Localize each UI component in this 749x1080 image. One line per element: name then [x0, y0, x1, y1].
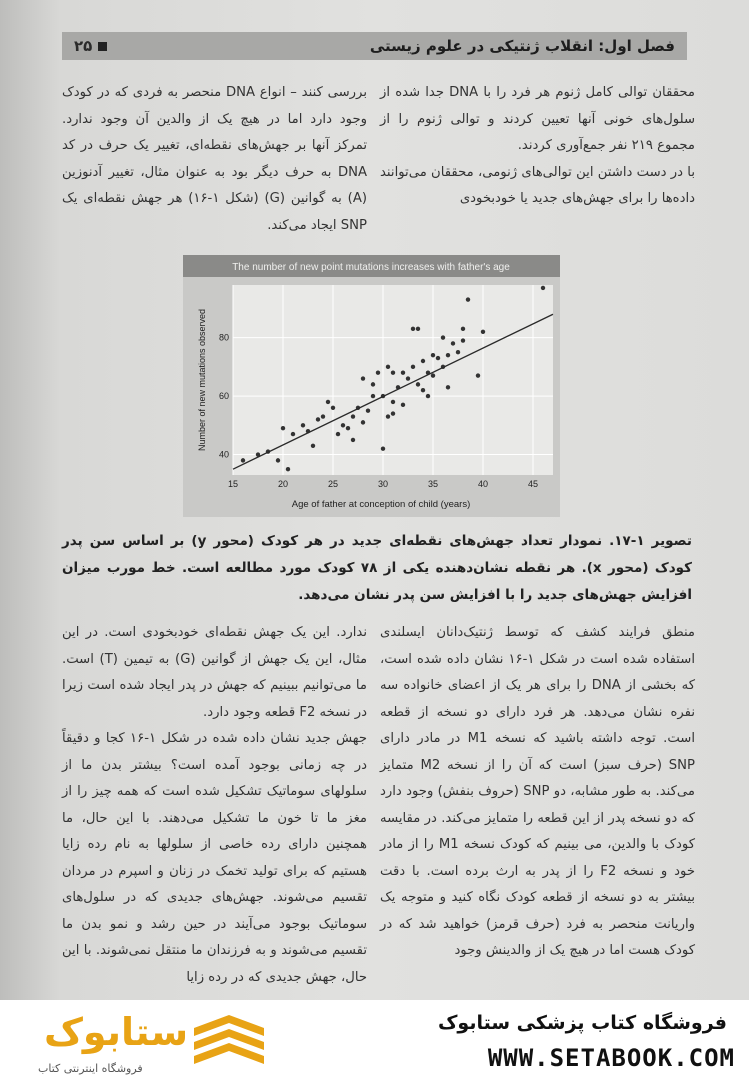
- data-point: [481, 330, 485, 334]
- data-point: [431, 373, 435, 377]
- data-point: [416, 327, 420, 331]
- data-point: [416, 382, 420, 386]
- data-point: [276, 458, 280, 462]
- logo-subtitle: فروشگاه اینترنتی کتاب: [38, 1062, 143, 1075]
- chapter-title: فصل اول: انقلاب ژنتیکی در علوم زیستی: [369, 37, 675, 55]
- data-point: [411, 365, 415, 369]
- data-point: [421, 388, 425, 392]
- data-point: [281, 426, 285, 430]
- x-tick-label: 25: [327, 479, 339, 489]
- data-point: [301, 423, 305, 427]
- data-point: [421, 359, 425, 363]
- store-banner: [0, 1000, 749, 1080]
- data-point: [361, 420, 365, 424]
- x-tick-label: 20: [277, 479, 289, 489]
- data-point: [346, 426, 350, 430]
- data-point: [466, 297, 470, 301]
- data-point: [391, 370, 395, 374]
- paragraph: محققان توالی کامل ژنوم هر فرد را با DNA جدا شده از سلول‌های خونی آنها تعیین کردند و توالی ژنوم را از مجموع ۲۱۹ نفر جمع‌آوری کردند.: [380, 85, 695, 153]
- data-point: [441, 335, 445, 339]
- data-point: [391, 411, 395, 415]
- data-point: [411, 327, 415, 331]
- data-point: [321, 414, 325, 418]
- data-point: [461, 338, 465, 342]
- x-tick-label: 35: [427, 479, 439, 489]
- data-point: [381, 446, 385, 450]
- logo-wordmark: ستابوک: [44, 1010, 189, 1054]
- figure-caption: تصویر ۱-۱۷. نمودار تعداد جهش‌های نقطه‌ای جدید در هر کودک (محور y) بر اساس سن پدر کودک (محور x). هر نقطه نشان‌دهنده یکی از ۷۸ کودک مورد مطالعه است. خط مورب میزان افزایش جهش‌های جدید را با افزایش سن پدر نشان می‌دهد.: [62, 533, 692, 603]
- data-point: [311, 444, 315, 448]
- data-point: [351, 414, 355, 418]
- data-point: [331, 406, 335, 410]
- paragraph: با در دست داشتن این توالی‌های ژنومی، محققان می‌توانند داده‌ها را برای جهش‌های جدید یا خودبخودی: [380, 164, 695, 206]
- x-tick-label: 40: [477, 479, 489, 489]
- paragraph: جهش جدید نشان داده شده در شکل ۱-۱۶ کجا و دقیقاً در چه زمانی بوجود آمده است؟ بیشتر بدن ما از سلولهای سوماتیک تشکیل شده است که همه چیز را از مغز ما تا خون ما تشکیل می‌دهند. با این حال، ما همچنین دارای رده خاصی از سلولها به نام رده زایا هستیم که برای تولید تخمک در زنان و اسپرم در مردان تقسیم می‌شوند. جهش‌های جدیدی که در سلول‌های سوماتیک بوجود می‌آیند در حین رشد و نمو بدن ما تقسیم می‌شوند و به فرزندان ما منتقل نمی‌شوند. با این حال، جهش جدیدی که در رده زایا: [62, 731, 367, 985]
- page-number: ۲۵: [74, 37, 93, 55]
- data-point: [461, 327, 465, 331]
- data-point: [291, 432, 295, 436]
- y-tick-label: 60: [218, 391, 229, 402]
- book-chevron-icon: [184, 1010, 274, 1070]
- data-point: [326, 400, 330, 404]
- data-point: [456, 350, 460, 354]
- page-header: [62, 32, 687, 60]
- x-tick-label: 45: [527, 479, 539, 489]
- page-number-group: [74, 37, 107, 55]
- data-point: [351, 438, 355, 442]
- data-point: [386, 365, 390, 369]
- x-axis-label: Age of father at conception of child (years): [291, 499, 471, 510]
- data-point: [336, 432, 340, 436]
- store-url[interactable]: WWW.SETABOOK.COM: [487, 1044, 735, 1072]
- data-point: [406, 376, 410, 380]
- data-point: [366, 408, 370, 412]
- data-point: [371, 382, 375, 386]
- paragraph: منطق فرایند کشف که توسط ژنتیک‌دانان ایسلندی استفاده شده است در شکل ۱-۱۶ نشان داده شده است، که بخشی از DNA را برای هر یک از اعضای خانواده سه نفره نشان می‌دهد. هر فرد دارای دو نسخه از قطعه است. توجه داشته باشید که نسخه M1 در مادر دارای SNP (حرف سبز) است که آن را از نسخه M2 متمایز می‌کند. به طور مشابه، دو SNP (حروف بنفش) وجود دارد که دو نسخه پدر از این قطعه را متمایز می‌کند. در مقایسه کودک با والدین، می بینیم که کودک نسخه M1 را از مادر خود و نسخه F2 را از پدر به ارث برده است. با دقت بیشتر به دو نسخه از قطعه کودک نگاه کنید و متوجه یک واریانت منحصر به فرد (حرف قرمز) خواهید شد که در کودک هست اما در هیچ یک از والدینش وجود: [380, 625, 695, 958]
- data-point: [446, 385, 450, 389]
- y-tick-label: 40: [218, 449, 229, 460]
- scatter-chart: [183, 255, 560, 517]
- data-point: [436, 356, 440, 360]
- y-axis-label: Number of new mutations observed: [197, 308, 207, 452]
- data-point: [476, 373, 480, 377]
- column-bottom-left: [62, 620, 367, 991]
- data-point: [316, 417, 320, 421]
- data-point: [341, 423, 345, 427]
- chart-title: The number of new point mutations increases with father's age: [232, 262, 510, 273]
- paragraph: ندارد. این یک جهش نقطه‌ای خودبخودی است. در این مثال، این یک جهش از گوانین (G) به تیمین (T) است. ما می‌توانیم ببینیم که جهش در پدر ایجاد شده است زیرا در نسخه F2 قطعه وجود دارد.: [62, 625, 368, 720]
- data-point: [241, 458, 245, 462]
- y-tick-label: 80: [218, 332, 229, 343]
- data-point: [401, 370, 405, 374]
- data-point: [361, 376, 365, 380]
- paragraph: بررسی کنند – انواع DNA منحصر به فردی که در کودک وجود دارد اما در هیچ یک از والدین آن وجود ندارد. تمرکز آنها بر جهش‌های نقطه‌ای، تغییر یک حرف در کد DNA به حرف دیگر بود به عنوان مثال، تغییر آدنوزین (A) به گوانین (G) (شکل ۱-۱۶) هر جهش نقطه‌ای یک SNP ایجاد می‌کند.: [62, 85, 367, 233]
- store-logo[interactable]: [14, 1008, 294, 1075]
- data-point: [426, 394, 430, 398]
- data-point: [541, 286, 545, 290]
- data-point: [386, 414, 390, 418]
- data-point: [451, 341, 455, 345]
- data-point: [401, 403, 405, 407]
- data-point: [431, 353, 435, 357]
- data-point: [286, 467, 290, 471]
- data-point: [446, 353, 450, 357]
- store-name: فروشگاه کتاب پزشکی ستابوک: [437, 1012, 727, 1034]
- scatter-figure: [183, 255, 560, 517]
- x-tick-label: 15: [227, 479, 239, 489]
- x-tick-label: 30: [377, 479, 389, 489]
- column-top-right: [380, 80, 695, 213]
- column-top-left: [62, 80, 367, 239]
- data-point: [376, 370, 380, 374]
- square-marker-icon: [98, 42, 107, 51]
- data-point: [371, 394, 375, 398]
- column-bottom-right: [380, 620, 695, 965]
- data-point: [391, 400, 395, 404]
